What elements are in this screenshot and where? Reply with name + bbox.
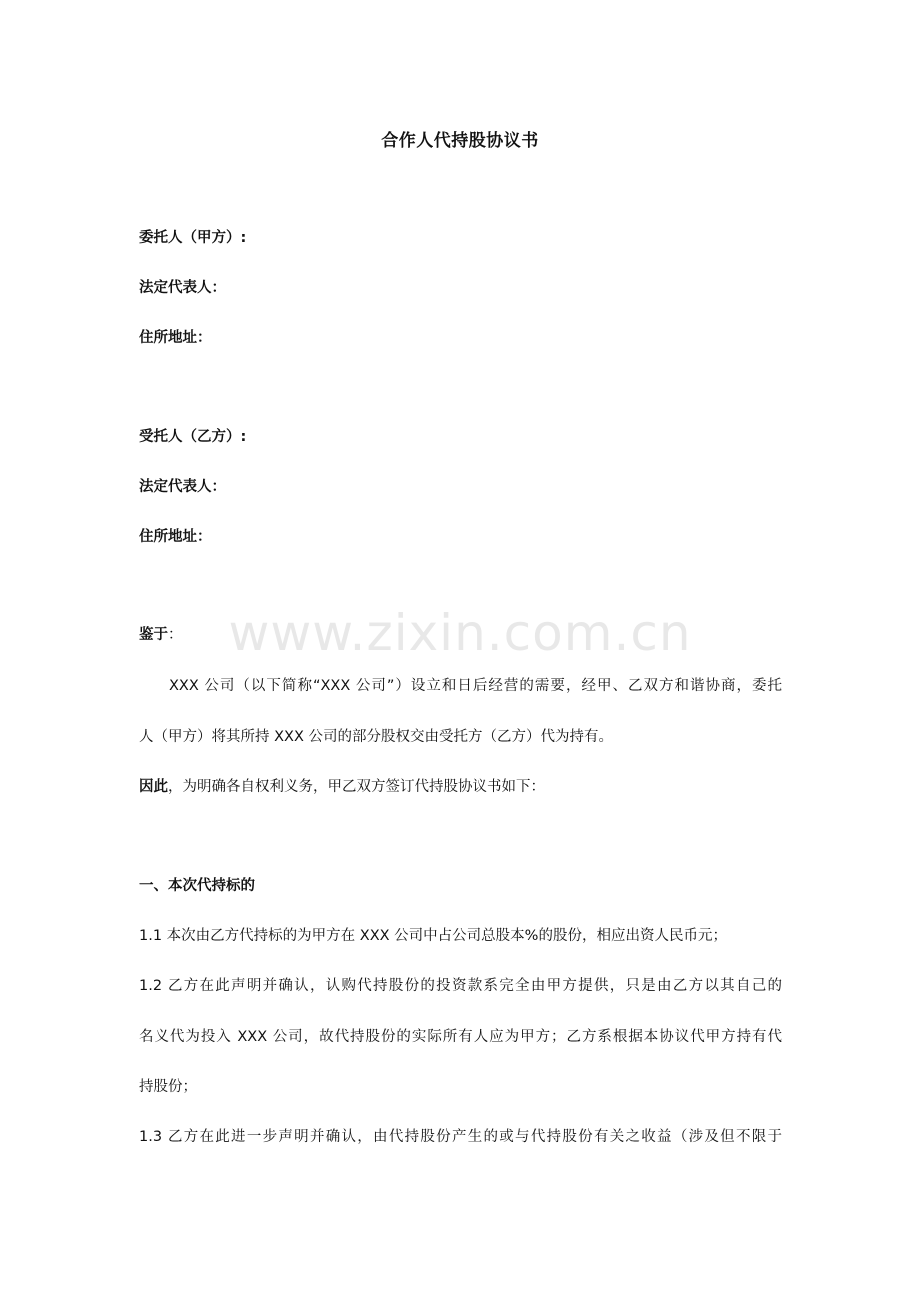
whereas-colon: ： <box>168 627 183 643</box>
clause-1-2-line-2: 名义代为投入 XXX 公司，故代持股份的实际所有人应为甲方；乙方系根据本协议代甲方持有代 <box>139 1029 782 1045</box>
whereas-line-2: 人（甲方）将其所持 XXX 公司的部分股权交由受托方（乙方）代为持有。 <box>139 729 614 745</box>
therefore-label: 因此 <box>139 779 168 795</box>
therefore-text: ，为明确各自权利义务，甲乙双方签订代持股协议书如下： <box>168 779 545 795</box>
clause-1-1: 1.1 本次由乙方代持标的为甲方在 XXX 公司中占公司总股本%的股份，相应出资人民币元； <box>139 928 727 944</box>
section-1-heading: 一、本次代持标的 <box>139 878 255 894</box>
party-a-rep-label: 法定代表人： <box>139 280 226 296</box>
party-a-address-label: 住所地址： <box>139 330 212 346</box>
whereas-heading <box>139 623 183 644</box>
clause-1-2-line-3: 持股份； <box>139 1079 197 1095</box>
clause-1-3-line-1: 1.3 乙方在此进一步声明并确认，由代持股份产生的或与代持股份有关之收益（涉及但不限于 <box>139 1129 782 1145</box>
party-b-rep-label: 法定代表人： <box>139 479 226 495</box>
whereas-label: 鉴于 <box>139 627 168 643</box>
clause-1-2-line-1: 1.2 乙方在此声明并确认，认购代持股份的投资款系完全由甲方提供，只是由乙方以其自己的 <box>139 978 782 994</box>
party-a-label: 委托人（甲方）: <box>139 230 247 246</box>
therefore-paragraph <box>139 775 545 796</box>
watermark: www.zixin.com.cn <box>228 604 692 662</box>
party-b-label: 受托人（乙方）: <box>139 429 247 445</box>
document-title: 合作人代持股协议书 <box>381 131 539 151</box>
whereas-line-1: XXX 公司（以下简称“XXX 公司”）设立和日后经营的需要，经甲、乙双方和谐协商，委托 <box>169 678 782 694</box>
party-b-address-label: 住所地址： <box>139 529 212 545</box>
